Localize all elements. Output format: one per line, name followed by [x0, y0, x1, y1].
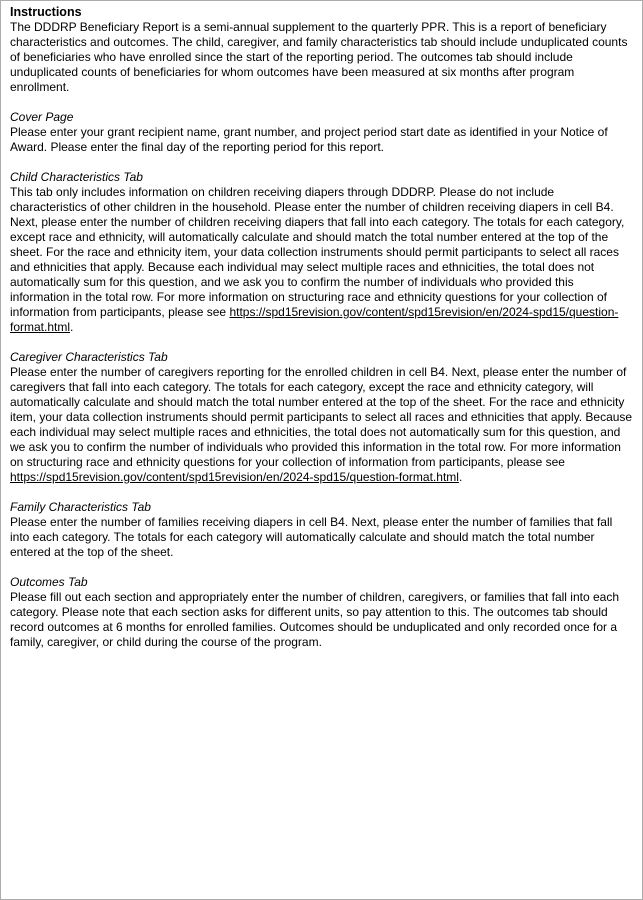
spd15-question-format-link[interactable]: https://spd15revision.gov/content/spd15revision/en/2024-spd15/question-format.html [10, 305, 619, 334]
body-text-before-link: Please enter the number of caregivers reporting for the enrolled children in cell B4. Next, please enter the number of caregivers that fall into each category. The totals for each category, except the race and ethnicity category, will automatically calculate and should match the total number entered at the top of the sheet. For the race and ethnicity item, your data collection instruments should permit participants to select all races and ethnicities that apply. Because each individual may select multiple races and ethnicities, the total does not automatically sum for this question, and we ask you to confirm the number of individuals who provided this information in the total row. For more information on structuring race and ethnicity questions for your collection of information from participants, please see [10, 365, 633, 469]
section-cover-page [10, 110, 633, 155]
section-caregiver-characteristics [10, 350, 633, 485]
section-child-characteristics [10, 170, 633, 335]
body-text-after-link: . [70, 320, 74, 334]
spd15-question-format-link[interactable]: https://spd15revision.gov/content/spd15revision/en/2024-spd15/question-format.html [10, 470, 459, 484]
instructions-title: Instructions [10, 5, 82, 19]
section-heading-cover-page: Cover Page [10, 110, 74, 124]
section-heading-child-characteristics: Child Characteristics Tab [10, 170, 143, 184]
section-body-caregiver-characteristics [10, 365, 633, 485]
section-body-family-characteristics: Please enter the number of families receiving diapers in cell B4. Next, please enter the number of families that fall into each category. The totals for each category will automatically calculate and should match the total number entered at the top of the sheet. [10, 515, 613, 559]
body-text-after-link: . [458, 470, 463, 484]
section-heading-caregiver-characteristics: Caregiver Characteristics Tab [10, 350, 168, 364]
body-text-before-link: This tab only includes information on children receiving diapers through DDDRP. Please do not include characteristics of other children in the household. Please enter the number of children receiving diapers in cell B4. Next, please enter the number of children receiving diapers that fall into each category. The totals for each category, except race and ethnicity, will automatically calculate and should match the total number entered at the top of the sheet. For the race and ethnicity item, your data collection instruments should permit participants to select all races and ethnicities that apply. Because each individual may select multiple races and ethnicities, the total does not automatically sum for this question, and we ask you to confirm the number of individuals who provided this information in the total row. For more information on structuring race and ethnicity questions for your collection of information from participants, please see [10, 185, 625, 319]
section-heading-family-characteristics: Family Characteristics Tab [10, 500, 151, 514]
section-body-child-characteristics [10, 185, 633, 335]
section-body-cover-page: Please enter your grant recipient name, grant number, and project period start date as identified in your Notice of Award. Please enter the final day of the reporting period for this report. [10, 125, 608, 154]
section-family-characteristics [10, 500, 633, 560]
intro-paragraph: The DDDRP Beneficiary Report is a semi-annual supplement to the quarterly PPR. This is a report of beneficiary characteristics and outcomes. The child, caregiver, and family characteristics tab should include unduplicated counts of beneficiaries who have enrolled since the start of the reporting period. The outcomes tab should include unduplicated counts of beneficiaries for whom outcomes have been measured at six months after program enrollment. [10, 20, 628, 94]
section-heading-outcomes: Outcomes Tab [10, 575, 88, 589]
section-body-outcomes: Please fill out each section and appropriately enter the number of children, caregivers, or families that fall into each category. Please note that each section asks for different units, so pay attention to this. The outcomes tab should record outcomes at 6 months for enrolled families. Outcomes should be unduplicated and only recorded once for a family, caregiver, or child during the course of the program. [10, 590, 619, 649]
section-outcomes [10, 575, 633, 650]
